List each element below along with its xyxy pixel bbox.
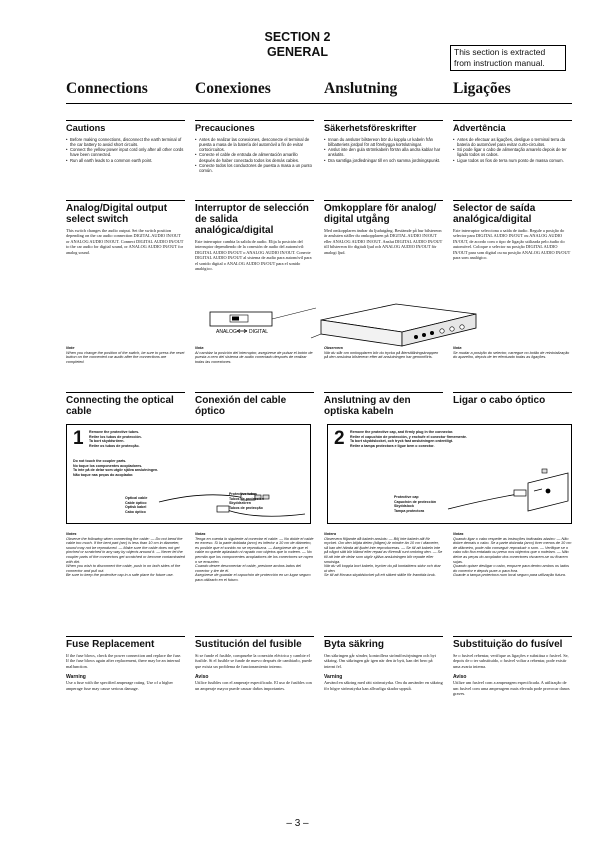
fuse-row: [66, 636, 572, 696]
step2-instructions: [350, 430, 564, 449]
title-spanish: Conexiones: [195, 80, 271, 97]
language-titles: [66, 80, 572, 98]
switch-note-sv: [319, 346, 448, 364]
caution-item: • Innan du ansluter bilstereon bör du koppla ur kabeln från bilbatteriets jordpol för att förebygga kortslutningar.: [324, 137, 443, 148]
switch-es: [190, 200, 319, 271]
switch-en: [66, 200, 190, 271]
connector-port: [440, 329, 444, 333]
optical-notes-en: [66, 532, 190, 583]
switch-pt: [448, 200, 572, 271]
switch-illustration: [66, 300, 572, 350]
extract-note-line2: from instruction manual.: [454, 58, 545, 68]
fuse-sv: [319, 636, 448, 696]
title-portuguese: Ligações: [453, 80, 511, 97]
switch-body: Este interruptor selecciona a saída de áudio. Regule a posição do selector para DIGITAL AUDIO IN/OUT ou ANALOG AUDIO IN/OUT, de acordo com o tipo de ligação utilizada pelo áudio do automóvel. Coloque o selector na posição DIGITAL AUDIO IN/OUT para som digital ou na posição ANALOG AUDIO IN/OUT para som analógico.: [453, 228, 571, 261]
extract-note-box: [450, 45, 566, 71]
label-line: Skyddsrören: [229, 501, 251, 505]
switch-body: This switch changes the audio output. Set the switch position depending on the car audio connection DIGITAL AUDIO IN/OUT or ANALOG AUDIO IN/OUT. Connect DIGITAL AUDIO IN/OUT to the car audio for digital sound, or ANALOG AUDIO IN/OUT for analog sound.: [66, 228, 184, 255]
optical-title: Ligar o cabo óptico: [453, 392, 572, 406]
note-text: När du slår om omkopplaren bör du trycka på återställningsknappen på den anslutna bilstereon efter att anslutningen har genomförts.: [324, 350, 439, 360]
note-text: Asegúrese de guardar el capuchón de protección en un lugar seguro para utilizarlo en el futuro.: [195, 573, 311, 582]
note-text: Guarde a tampa protectora num local seguro para utilização futura.: [453, 573, 566, 578]
leader-line: [272, 308, 316, 319]
switch-analog-label: ANALOG: [216, 329, 237, 335]
cautions-en: [66, 120, 190, 174]
step1-instructions: [89, 430, 303, 449]
connector-port: [450, 327, 454, 331]
note-text: When you change the position of the switch, be sure to press the reset button on the connected car audio after the connections are completed.: [66, 350, 185, 364]
warning-label: Aviso: [453, 674, 467, 681]
fuse-title: Sustitución del fusible: [195, 636, 314, 650]
switch-body: Este interruptor cambia la salida de audio. Elija la posición del interruptor dependiendo de la conexión de audio del automóvil: DIGITAL AUDIO IN/OUT o ANALOG AUDIO IN/OUT. Conecte DIGITAL AUDIO IN/OUT al sistema de audio para automóvil para el sonido digital o ANALOG AUDIO IN/OUT para el sonido analógico.: [195, 239, 312, 272]
protective-cap: [542, 469, 547, 473]
note-label: Observera: [324, 346, 343, 350]
connector-port: [422, 333, 426, 337]
optical-cable-line: [227, 510, 305, 516]
note-text: När du vill koppla bort kabeln, trycker du på kontaktens sidor och drar ut den.: [324, 564, 441, 573]
switch-row: [66, 200, 572, 271]
switch-note-pt: [448, 346, 572, 364]
caution-item: • Before making connections, disconnect the earth terminal of the car battery to avoid short circuits.: [66, 137, 185, 148]
step1-panel: [66, 424, 311, 524]
optical-port: [546, 489, 551, 494]
caution-item: • Conecte todos los conductores de puesta a masa a un punto común.: [195, 163, 314, 174]
title-swedish: Anslutning: [324, 80, 398, 97]
label-line: Capuchón de protección: [394, 499, 437, 504]
optical-notes-pt: [448, 532, 572, 583]
optical-notes-sv: [319, 532, 448, 583]
optical-titles-row: [66, 392, 572, 420]
warning-line: Ta inte på de delar som utgör själva anslutningen.: [73, 468, 159, 473]
note-label: Nota: [195, 346, 204, 350]
device-drawing: [66, 300, 572, 350]
cautions-title: Cautions: [66, 120, 185, 134]
switch-sv: [319, 200, 448, 271]
step2-cap-labels: [394, 495, 436, 513]
cautions-title: Precauciones: [195, 120, 314, 134]
note-label: Nota: [453, 346, 462, 350]
fuse-en: [66, 636, 190, 696]
warning-line: Do not touch the coupler parts.: [73, 459, 127, 463]
switch-note-es: [190, 346, 319, 364]
step2-panel: [327, 424, 572, 524]
note-label: Notas: [453, 532, 464, 536]
switch-digital-label: DIGITAL: [249, 329, 269, 335]
step-number: 1: [73, 428, 84, 449]
optical-title: Anslutning av den optiska kabeln: [324, 392, 443, 417]
cautions-sv: [319, 120, 448, 174]
warning-text: Use a fuse with the specified amperage rating. Use of a higher amperage fuse may cause serious damage.: [66, 680, 173, 691]
note-label: Notas: [195, 532, 206, 536]
step2-drawing: [328, 453, 573, 525]
instruction-line: Ta bort skyddslocket, och tryck fast anslutningen ordentligt.: [350, 439, 453, 444]
instruction-line: Ta bort skyddsrören.: [89, 439, 125, 444]
caution-item: • Antes de efectuar as ligações, desligue o terminal terra da bateria do automóvel para evitar curto-circuitos.: [453, 137, 572, 148]
label-line: Cable óptico: [125, 500, 147, 505]
optical-cable-line: [448, 493, 524, 509]
warning-label: Warning: [66, 674, 86, 681]
cautions-row: [66, 120, 572, 174]
note-label: Notera: [324, 532, 337, 536]
section-number: SECTION 2: [264, 30, 331, 44]
cautions-title: Säkerhetsföreskrifter: [324, 120, 443, 134]
switch-note-en: [66, 346, 190, 364]
label-line: Protective tubes: [229, 492, 257, 496]
optical-title: Conexión del cable óptico: [195, 392, 314, 417]
label-line: Tubos de protección: [229, 496, 265, 501]
instruction-line: Remove the protective tubes.: [89, 430, 140, 434]
label-line: Optical cable: [125, 496, 148, 500]
note-text: Se till att förvara skyddslocket på ett säkert ställe för framtida bruk.: [324, 573, 436, 578]
switch-title: Interruptor de selección de salida analógica/digital: [195, 200, 314, 236]
optical-notes-es: [190, 532, 319, 583]
instruction-line: Retire el capuchón de protección, y enchufe el conector firmemente.: [350, 434, 468, 439]
warning-label: Aviso: [195, 674, 209, 681]
warning-line: No toque los componentes acopladores.: [73, 463, 143, 468]
step1-warning: [73, 459, 287, 477]
page-number: – 3 –: [286, 818, 309, 829]
note-text: When you wish to disconnect the cable, push in on both sides of the connector and pull out.: [66, 564, 181, 573]
caution-item: • Run all earth leads to a common earth point.: [66, 158, 185, 163]
cautions-pt: [448, 120, 572, 174]
optical-notes-row: [66, 532, 572, 583]
extract-note-line1: This section is extracted: [454, 47, 546, 57]
connector-body: [217, 506, 229, 512]
title-english: Connections: [66, 80, 148, 97]
fuse-body: If the fuse blows, check the power connection and replace the fuse. If the fuse blows again after replacement, there may be an internal malfunction.: [66, 653, 182, 669]
fuse-title: Fuse Replacement: [66, 636, 185, 650]
step1-drawing: [67, 480, 312, 525]
fuse-body: Om säkringen går sönder, kontrollera strömförsörjningen och byt säkring. Om säkringen går igen när den är bytt, kan det bero på internt fel.: [324, 653, 436, 669]
fuse-pt: [448, 636, 572, 696]
double-arrow-icon: [237, 330, 247, 333]
caution-item: • Só pode ligar o cabo de alimentação amarelo depois de ter ligado todos os cabos.: [453, 147, 572, 158]
warning-text: Utilice fusibles con el amperaje especificado. El uso de fusibles con un amperaje mayor puede causar daños importantes.: [195, 680, 312, 691]
switch-knob: [232, 317, 239, 321]
label-line: Cabo óptico: [125, 509, 146, 514]
optical-title: Connecting the optical cable: [66, 392, 185, 417]
caution-item: • Antes de realizar las conexiones, desconecte el terminal de puesta a masa de la batería del automóvil a fin de evitar cortocircuitos.: [195, 137, 314, 153]
step1-cable-labels: [125, 496, 147, 514]
connector-port: [460, 325, 464, 329]
note-text: Observe the following when connecting the cable: — Do not bend the cable too much. If the bent part (arc) is less than 10 cm in diameter, sound may not be reproduced. — Make sure the cable does not get pinched or scratched in any way by objects around it. — Never let the coupler parts of the connectors get scratched or become contaminated with dirt.: [66, 536, 185, 564]
connector-port: [430, 331, 434, 335]
warning-label: Varning: [324, 674, 343, 681]
label-line: Tampa protectora: [394, 508, 425, 513]
caution-item: • Ligue todos os fios de terra num ponto de massa comum.: [453, 158, 572, 163]
warning-text: Utilize um fusível com a amperagem especificada. A utilização de um fusível com uma amperagem mais elevada pode provocar danos graves.: [453, 680, 570, 697]
instruction-line: Retire os tubos de protecção.: [89, 444, 140, 449]
instruction-line: Remove the protective cap, and firmly plug in the connector.: [350, 430, 454, 434]
step-number: 2: [334, 428, 345, 449]
note-text: Observera följande då kabeln ansluts: — Böj inte kabeln allt för mycket. Om den böjda delen (bågen) är mindre än 10 cm i diameter, så kan det hända att ljudet inte reproduceras. — Se till att kabeln inte på något sätt blir klämd eller repad av föremål runt omkring den. — Se till att inte de delar som utgör själva anslutningen blir repade eller smutsiga.: [324, 536, 443, 564]
fuse-title: Substituição do fusível: [453, 636, 572, 650]
warning-line: Não toque nas peças do acoplador.: [73, 472, 134, 477]
connector-port: [414, 335, 418, 339]
step1-tube-labels: [229, 492, 264, 510]
caution-item: • Anslut inte den gula strömkabeln förrän alla andra kablar har anslutits.: [324, 147, 443, 158]
label-line: Protective cap: [394, 495, 419, 499]
section-name: GENERAL: [266, 45, 329, 59]
switch-body: Med omkopplaren ändrar du ljudutgång. Bestämde på hur bilstereon är ansluten ställer du omkopplaren på DIGITAL AUDIO IN/OUT eller ANALOG AUDIO IN/OUT. Anslut DIGITAL AUDIO IN/OUT till bilstereon för digitalt ljud och ANALOG AUDIO IN/OUT för analogt ljud.: [324, 228, 443, 255]
cautions-title: Advertência: [453, 120, 572, 134]
label-line: Optisk kabel: [125, 505, 147, 509]
note-text: Quando quiser desligar o cabo, empurre para dentro ambos os lados do conector e depois puxe-o para fora.: [453, 564, 570, 573]
cautions-es: [190, 120, 319, 174]
caution-item: • Conecte el cable de entrada de alimentación amarillo después de haber conectado todos los demás cables.: [195, 152, 314, 163]
label-line: Tubos de protecção: [229, 505, 263, 510]
title-rule: [66, 103, 572, 104]
note-text: Cuando desee desconectar el cable, presione ambos lados del conector y tire de él.: [195, 564, 301, 573]
unit-foot: [311, 334, 321, 338]
note-label: Note: [66, 346, 75, 350]
switch-title: Analog/Digital output select switch: [66, 200, 185, 225]
fuse-body: Si se funde el fusible, compruebe la conexión eléctrica y cambie el fusible. Si el fusible se funde de nuevo después de cambiarlo, puede que exista un problema de funcionamiento interno.: [195, 653, 313, 669]
note-text: Se mudar a posição do selector, carregue no botão de reinicialização do aparelho, depois de ter efectuado todas as ligações.: [453, 350, 570, 360]
note-label: Notes: [66, 532, 77, 536]
switch-title: Omkopplare för analog/ digital utgång: [324, 200, 443, 225]
caution-item: • Dra samtliga jordledningar till en och samma jordningspunkt.: [324, 158, 443, 163]
note-text: Be sure to keep the protective cap in a safe place for future use.: [66, 573, 174, 578]
fuse-es: [190, 636, 319, 696]
connector-body: [514, 490, 526, 496]
switch-title: Selector de saída analógica/digital: [453, 200, 572, 225]
fuse-body: Se o fusível rebentar, verifique as ligações e substitua o fusível. Se, depois de o ter substituído, o fusível voltar a rebentar, pode existir uma avaria interna.: [453, 653, 569, 669]
instruction-line: Retire los tubos de protección.: [89, 434, 142, 439]
caution-item: • Connect the yellow power input cord only after all other cords have been connected.: [66, 147, 185, 158]
label-line: Skyddslock: [394, 504, 414, 508]
warning-text: Använd en säkring med rätt strömstyrka. Om du använder en säkring för högre strömstyrka kan allvarliga skador uppstå.: [324, 680, 443, 691]
note-text: Tenga en cuenta lo siguiente al conectar el cable: — No doble el cable en exceso. Si la parte doblada (arco) es inferior a 10 cm de diámetro, es posible que el sonido no se reproduzca. — Asegúrese de que el cable no quede aplastado ni rayado con objetos que lo rodeen. — No permita que los componentes acopladores de los conectores se rayen o se ensucien.: [195, 536, 314, 564]
fuse-title: Byta säkring: [324, 636, 443, 650]
note-text: Quando ligar o cabo respeite as instruções indicadas abaixo: — Não dobre demais o cabo. Se a parte dobrada (arco) tiver menos de 10 cm de diâmetro, pode não conseguir reproduzir o som. — Verifique se o cabo não fica entalado ou preso nos objectos que o rodeiam. — Não deixe as peças do acoplador dos conectores riscarem-se ou ficarem sujas.: [453, 536, 572, 564]
note-text: Al cambiar la posición del interruptor, asegúrese de pulsar el botón de puesta a cero del sistema de audio conectado después de realizar todas las conexiones.: [195, 350, 313, 364]
instruction-line: Retire a tampa protectora e ligue bem o conector.: [350, 444, 435, 449]
switch-notes-row: [66, 346, 572, 364]
